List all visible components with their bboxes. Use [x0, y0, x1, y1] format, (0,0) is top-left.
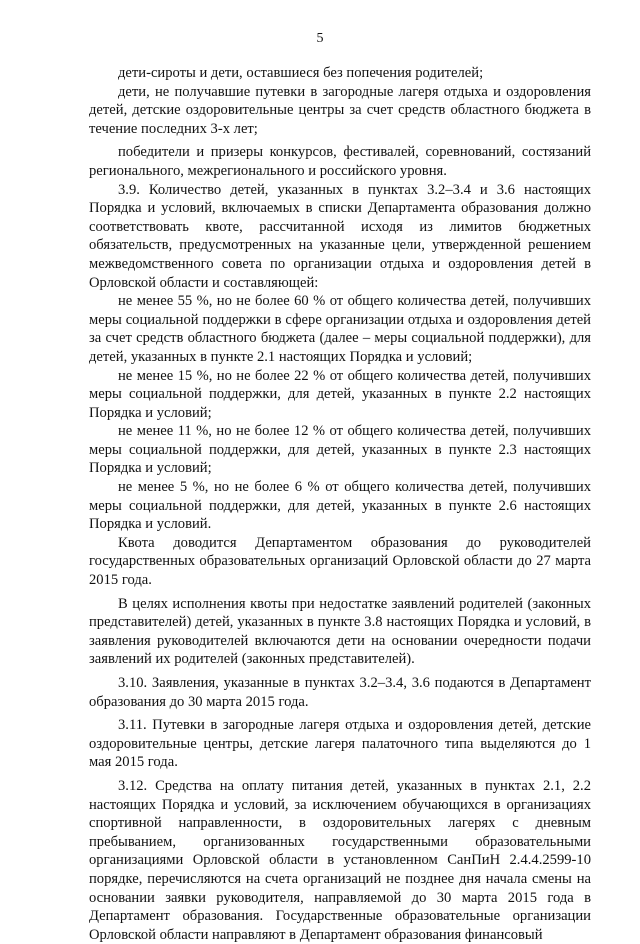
- paragraph-quota-2-6: не менее 5 %, но не более 6 % от общего количества детей, получивших меры социальной поддержки, для детей, указанных в пункте 2.6 настоящих Порядка и условий.: [89, 479, 591, 533]
- paragraph-quota-2-3: не менее 11 %, но не более 12 % от общего количества детей, получивших меры социальной поддержки, для детей, указанных в пункте 2.3 настоящих Порядка и условий;: [89, 423, 591, 477]
- paragraph-quota-delivery: Квота доводится Департаментом образования до руководителей государственных образовательных организаций Орловской области до 27 марта 2015 года.: [89, 534, 591, 589]
- paragraph-section-3-9: 3.9. Количество детей, указанных в пунктах 3.2–3.4 и 3.6 настоящих Порядка и условий, включаемых в списки Департамента образования должно соответствовать квоте, рассчитанной исходя из лимитов бюджетных обязательств, предусмотренных на указанные цели, утвержденной решением межведомственного совета по организации отдыха и оздоровления детей в Орловской области и составляющей:: [89, 181, 591, 291]
- document-body: [89, 64, 591, 944]
- paragraph-quota-2-2: не менее 15 %, но не более 22 % от общего количества детей, получивших меры социальной поддержки, для детей, указанных в пункте 2.2 настоящих Порядка и условий;: [89, 367, 591, 421]
- paragraph-winners: победители и призеры конкурсов, фестивалей, соревнований, состязаний регионального, межрегионального и российского уровня.: [89, 144, 591, 179]
- page-number: 5: [316, 31, 324, 46]
- paragraph-section-3-10: 3.10. Заявления, указанные в пунктах 3.2–3.4, 3.6 подаются в Департамент образования до 30 марта 2015 года.: [89, 675, 591, 710]
- paragraph-no-vouchers: дети, не получавшие путевки в загородные лагеря отдыха и оздоровления детей, детские оздоровительные центры за счет средств областного бюджета в течение последних 3-х лет;: [89, 83, 591, 137]
- paragraph-section-3-11: 3.11. Путевки в загородные лагеря отдыха и оздоровления детей, детские оздоровительные центры, детские лагеря палаточного типа выделяются до 1 мая 2015 года.: [89, 717, 591, 771]
- paragraph-quota-2-1: не менее 55 %, но не более 60 % от общего количества детей, получивших меры социальной поддержки в сфере организации отдыха и оздоровления детей за счет средств областного бюджета (далее – меры социальной поддержки), для детей, указанных в пункте 2.1 настоящих Порядка и условий;: [89, 293, 591, 365]
- paragraph-section-3-12: 3.12. Средства на оплату питания детей, указанных в пунктах 2.1, 2.2 настоящих Порядка и условий, за исключением обучающихся в организациях спортивной направленности, в оздоровительных лагерях с дневным пребыванием, организованных государственными образовательными организациями Орловской области в установленном СанПиН 2.4.4.2599-10 порядке, перечисляются на счета организаций не позднее дня начала смены на основании заявки руководителя, направляемой до 30 марта 2015 года в Департамент образования. Государственные образовательные организации Орловской области направляют в Департамент образования финансовый: [89, 777, 591, 943]
- paragraph-quota-execution: В целях исполнения квоты при недостатке заявлений родителей (законных представителей) детей, указанных в пункте 3.8 настоящих Порядка и условий, в заявления руководителей включаются дети на основании очередности подачи заявлений их родителей (законных представителей).: [89, 595, 591, 668]
- paragraph-orphans: дети-сироты и дети, оставшиеся без попечения родителей;: [118, 65, 484, 81]
